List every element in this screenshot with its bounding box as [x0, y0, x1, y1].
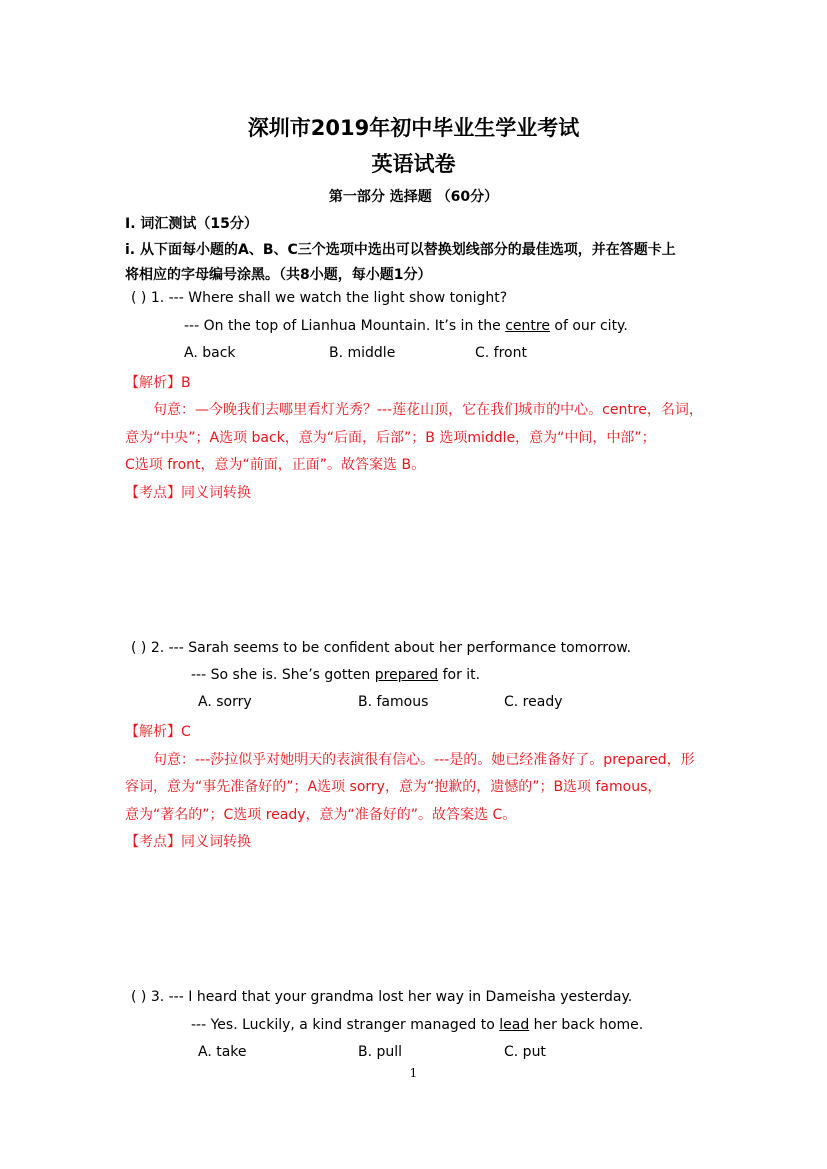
- question-3-reply: [191, 1017, 643, 1033]
- page-number: 1: [409, 1066, 418, 1080]
- reply-text: --- Yes. Luckily, a kind stranger managed to: [191, 1017, 500, 1033]
- question-1-option-b: B. middle: [329, 345, 396, 361]
- question-1-explanation-line: C选项 front，意为“前面，正面”。故答案选 B。: [125, 457, 426, 473]
- question-2-explanation-line: 意为“著名的”；C选项 ready，意为“准备好的”。故答案选 C。: [125, 807, 517, 823]
- question-2-reply: [191, 667, 480, 683]
- question-2-point: 【考点】同义词转换: [125, 834, 251, 850]
- underlined-word: lead: [499, 1017, 530, 1033]
- question-3-prompt: ( ) 3. --- I heard that your grandma lost her way in Dameisha yesterday.: [131, 989, 633, 1005]
- question-2-option-a: A. sorry: [198, 694, 252, 710]
- question-1-answer: 【解析】B: [125, 375, 191, 391]
- question-1-option-a: A. back: [184, 345, 236, 361]
- reply-text: --- On the top of Lianhua Mountain. It’s in the: [184, 318, 506, 334]
- part-heading: 第一部分 选择题 （60分）: [328, 189, 499, 205]
- question-2-explanation-line: 容词，意为“事先准备好的”；A选项 sorry，意为“抱歉的，遗憾的”；B选项 famous，: [125, 779, 662, 795]
- exam-subtitle: 英语试卷: [371, 152, 456, 176]
- reply-text: of our city.: [549, 318, 628, 334]
- reply-text: her back home.: [529, 1017, 644, 1033]
- reply-text: --- So she is. She’s gotten: [191, 667, 375, 683]
- question-2-option-c: C. ready: [504, 694, 563, 710]
- question-3-option-b: B. pull: [358, 1044, 403, 1060]
- question-1-explanation-line: 句意：—今晚我们去哪里看灯光秀？---莲花山顶，它在我们城市的中心。centre，名词，: [153, 402, 703, 418]
- instruction-line-2: 将相应的字母编号涂黑。（共8小题，每小题1分）: [125, 267, 432, 283]
- question-2-prompt: ( ) 2. --- Sarah seems to be confident about her performance tomorrow.: [131, 640, 632, 656]
- question-3-option-a: A. take: [198, 1044, 247, 1060]
- question-2-answer: 【解析】C: [125, 724, 191, 740]
- question-2-explanation-line: 句意：---莎拉似乎对她明天的表演很有信心。---是的。她已经准备好了。prepared，形: [153, 752, 695, 768]
- underlined-word: centre: [505, 318, 550, 334]
- question-1-option-c: C. front: [475, 345, 527, 361]
- instruction-line-1: i. 从下面每小题的A、B、C三个选项中选出可以替换划线部分的最佳选项，并在答题卡上: [125, 242, 676, 258]
- underlined-word: prepared: [374, 667, 439, 683]
- question-1-prompt: ( ) 1. --- Where shall we watch the light show tonight?: [131, 290, 508, 306]
- question-1-reply: [184, 318, 628, 334]
- reply-text: for it.: [438, 667, 481, 683]
- question-1-explanation-line: 意为“中央”；A选项 back，意为“后面，后部”；B 选项middle，意为“中间，中部”；: [125, 430, 656, 446]
- question-2-option-b: B. famous: [358, 694, 429, 710]
- section-heading: I. 词汇测试（15分）: [125, 216, 258, 232]
- question-3-option-c: C. put: [504, 1044, 546, 1060]
- exam-title: 深圳市2019年初中毕业生学业考试: [247, 116, 580, 140]
- question-1-point: 【考点】同义词转换: [125, 485, 251, 501]
